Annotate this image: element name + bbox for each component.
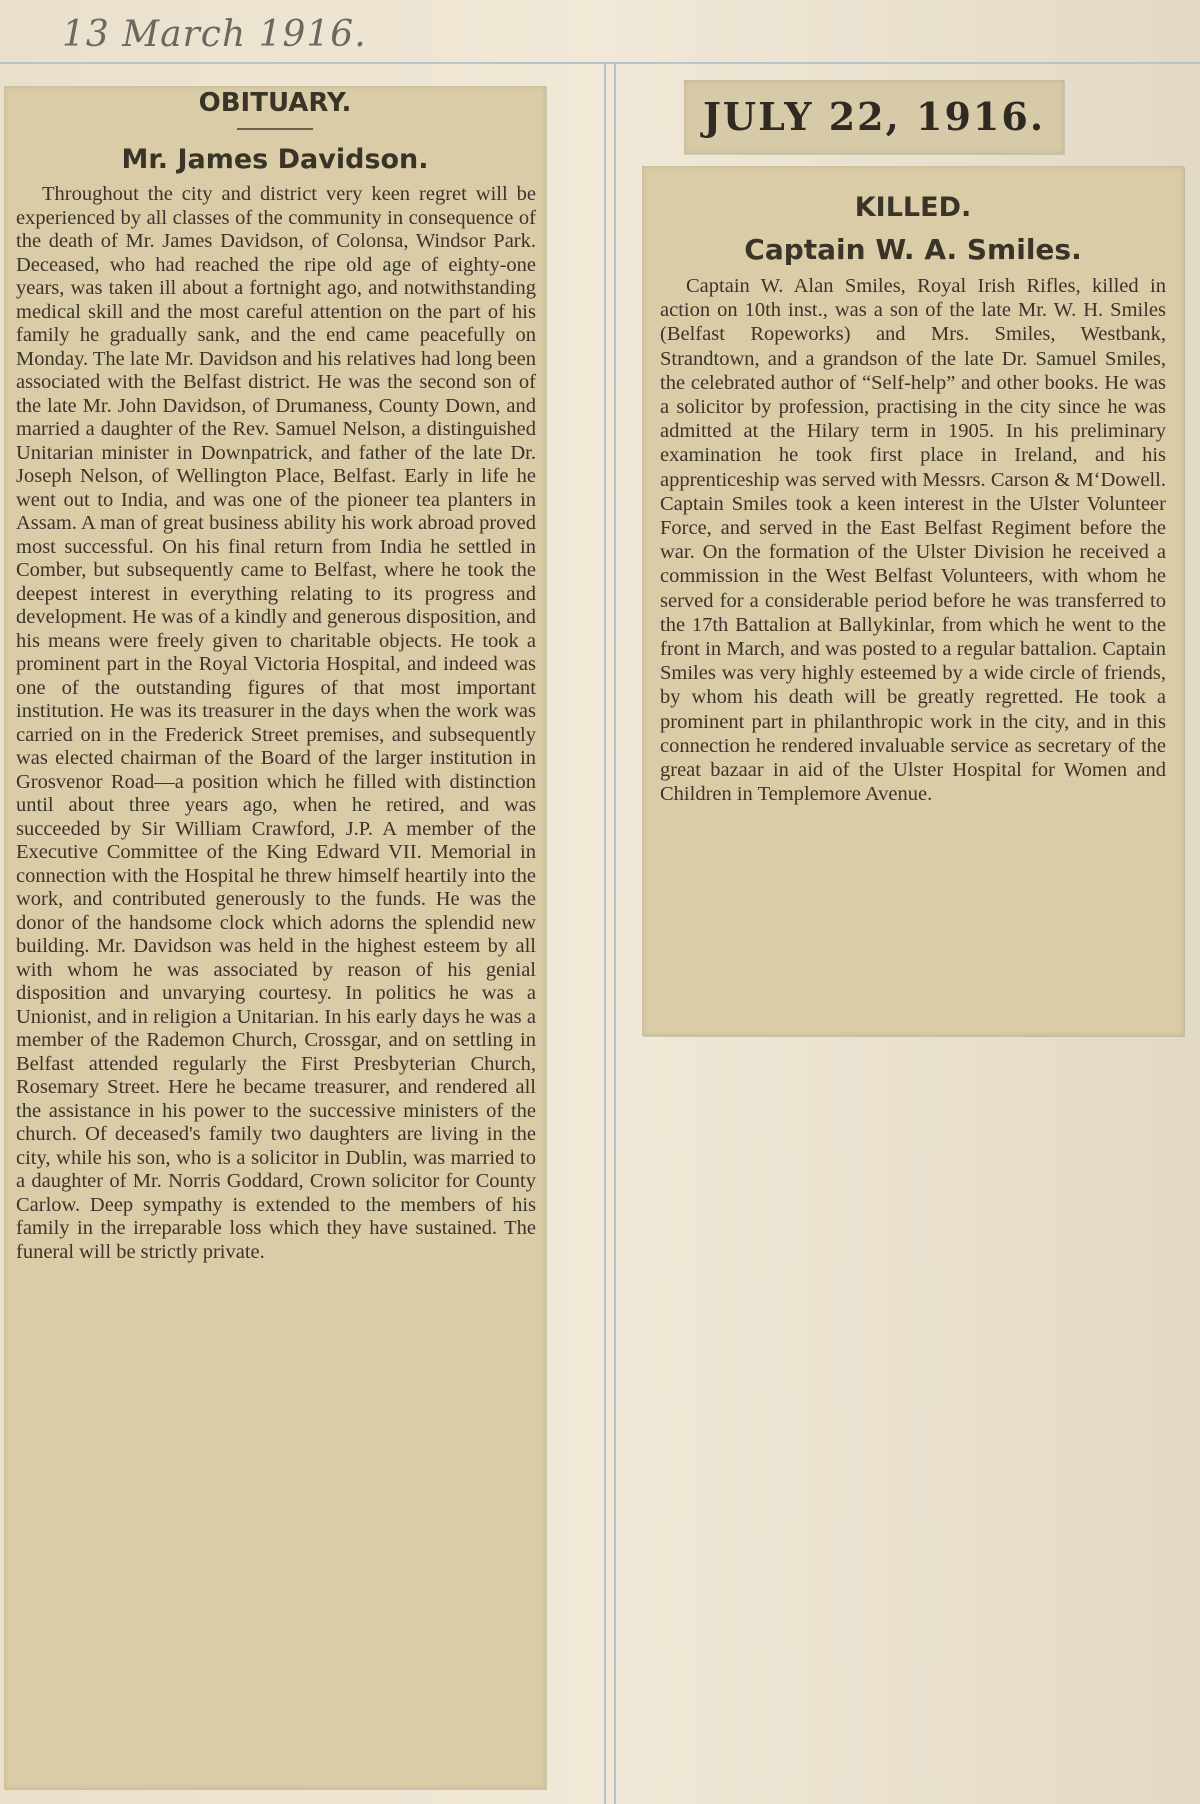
obituary-clipping — [4, 86, 546, 1789]
killed-body: Captain W. Alan Smiles, Royal Irish Rifles, killed in action on 10th inst., was a son of the late Mr. W. H. Smiles (Belfast Ropeworks) and Mrs. Smiles, Westbank, Strandtown, and a grandson of the late Dr. Samuel Smiles, the celebrated author of “Self-help” and other books. He was a solicitor by profession, practising in the city since he was admitted at the Hilary term in 1905. In his preliminary examination he took first place in Ireland, and his apprenticeship was served with Messrs. Carson & M‘Dowell. Captain Smiles took a keen interest in the Ulster Volunteer Force, and served in the East Belfast Regiment before the war. On the formation of the Ulster Division he received a commission in the West Belfast Volunteers, with whom he served for a considerable period before he was transferred to the 17th Battalion at Ballykinlar, from which he went to the front in March, and was posted to a regular battalion. Captain Smiles was very highly esteemed by a wide circle of friends, by whom his death will be greatly regretted. He took a prominent part in philanthropic work in the city, and in this connection he rendered invaluable service as secretary of the great bazaar in aid of the Ulster Hospital for Women and Children in Templemore Avenue. — [660, 275, 1166, 806]
killed-clipping — [642, 166, 1184, 1036]
killed-heading: KILLED. — [854, 192, 972, 223]
heading-divider — [237, 128, 313, 130]
obituary-heading: OBITUARY. — [198, 88, 352, 118]
handwritten-date-note: 13 March 1916. — [62, 14, 367, 55]
page-rule-horizontal — [0, 62, 1200, 64]
page-rule-vertical-right — [614, 62, 616, 1804]
killed-subheading: Captain W. A. Smiles. — [744, 233, 1082, 266]
obituary-subheading: Mr. James Davidson. — [121, 144, 429, 175]
page-rule-vertical-left — [604, 62, 606, 1804]
date-clipping — [684, 80, 1064, 154]
obituary-body: Throughout the city and district very keen regret will be experienced by all classes of the community in consequence of the death of Mr. James Davidson, of Colonsa, Windsor Park. Deceased, who had reached the ripe old age of eighty-one years, was taken ill about a fortnight ago, and notwithstanding medical skill and the most careful attention on the part of his family he gradually sank, and the end came peacefully on Monday. The late Mr. Davidson and his relatives had long been associated with the Belfast district. He was the second son of the late Mr. John Davidson, of Drumaness, County Down, and married a daughter of the Rev. Samuel Nelson, a distinguished Unitarian minister in Downpatrick, and father of the late Dr. Joseph Nelson, of Wellington Place, Belfast. Early in life he went out to India, and was one of the pioneer tea planters in Assam. A man of great business ability his work abroad proved most successful. On his final return from India he settled in Comber, but subsequently came to Belfast, where he took the deepest interest in everything relating to its progress and development. He was of a kindly and generous disposition, and his means were freely given to charitable objects. He took a prominent part in the Royal Victoria Hospital, and indeed was one of the outstanding figures of that most important institution. He was its treasurer in the days when the work was carried on in the Frederick Street premises, and subsequently was elected chairman of the Board of the larger institution in Grosvenor Road—a position which he filled with distinction until about three years ago, when he retired, and was succeeded by Sir William Crawford, J.P. A member of the Executive Committee of the King Edward VII. Memorial in connection with the Hospital he threw himself heartily into the work, and contributed generously to the funds. He was the donor of the handsome clock which adorns the splendid new building. Mr. Davidson was held in the highest esteem by all with whom he was associated by reason of his genial disposition and unvarying courtesy. In politics he was a Unionist, and in religion a Unitarian. In his early days he was a member of the Rademon Church, Crossgar, and on settling in Belfast attended regularly the First Presbyterian Church, Rosemary Street. Here he became treasurer, and rendered all the assistance in his power to the successive ministers of the church. Of deceased's family two daughters are living in the city, while his son, who is a solicitor in Dublin, was married to a daughter of Mr. Norris Goddard, Crown solicitor for County Carlow. Deep sympathy is extended to the members of his family in the irreparable loss which they have sustained. The funeral will be strictly private. — [16, 183, 536, 1263]
clipping-date: JULY 22, 1916. — [702, 94, 1046, 139]
